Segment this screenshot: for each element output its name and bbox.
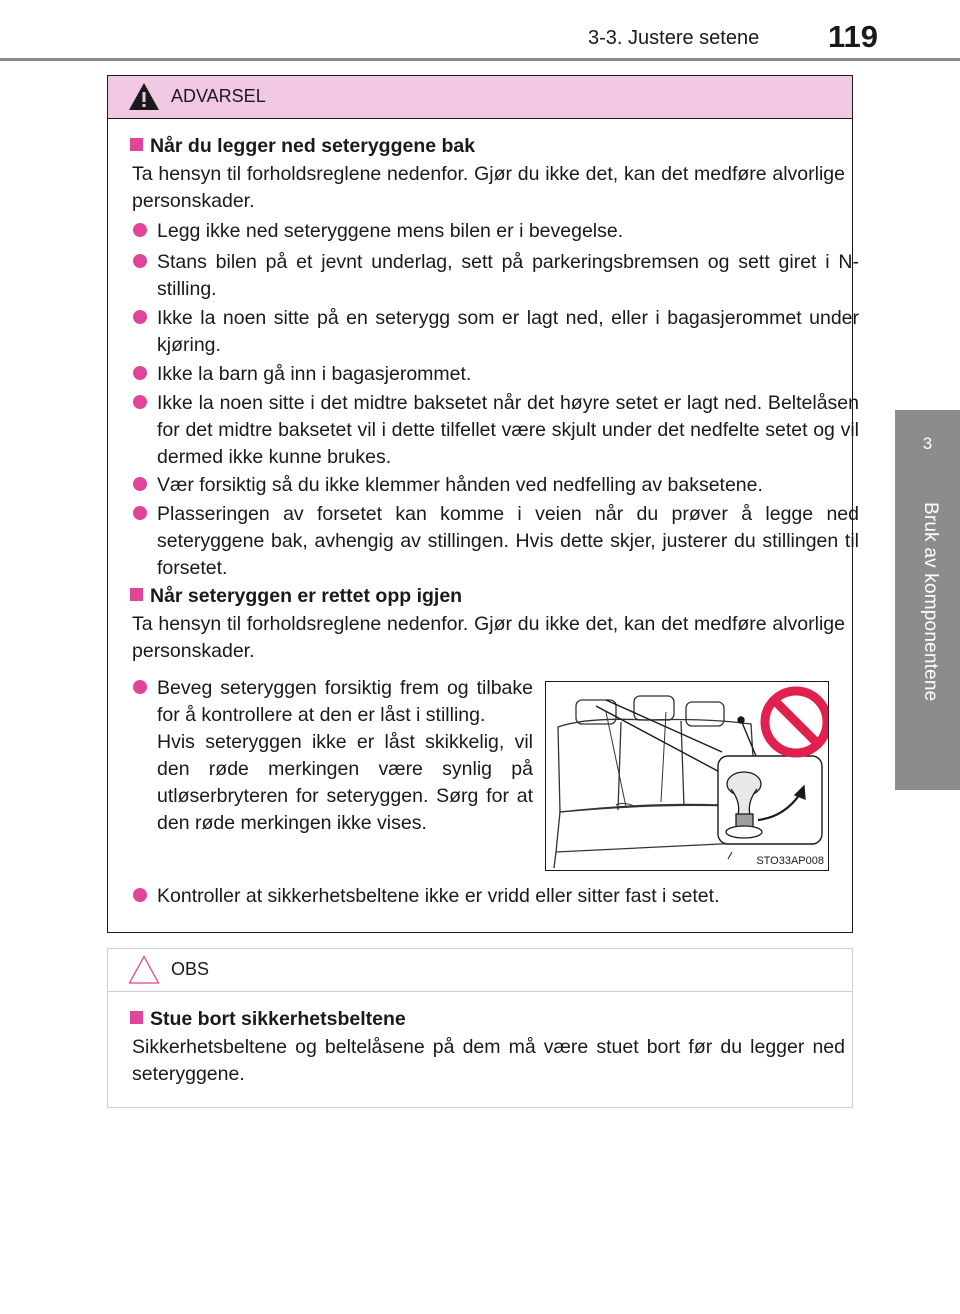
bullet-dot-icon	[133, 477, 147, 491]
warning-bullet: Ikke la noen sitte i det midtre baksetet når det høyre setet er lagt ned. Beltelåsen for det midtre baksetet vil i dette tilfellet være skjult under det nedfelte setet og vil dermed ikke kunne brukes.	[134, 390, 859, 471]
warning-title: ADVARSEL	[171, 86, 266, 106]
chapter-tab	[895, 410, 960, 790]
bullet-dot-icon	[133, 888, 147, 902]
warning-bullet: Kontroller at sikkerhetsbeltene ikke er vridd eller sitter fast i setet.	[134, 883, 859, 910]
bullet-dot-icon	[133, 680, 147, 694]
prohibition-icon	[765, 691, 827, 753]
chapter-number: 3	[922, 434, 933, 453]
notice-text: Sikkerhetsbeltene og beltelåsene på dem må være stuet bort før du legger ned seteryggene.	[132, 1036, 845, 1085]
warning-bullet: Legg ikke ned seteryggene mens bilen er i bevegelse.	[134, 218, 859, 245]
warning-bullet: Ikke la barn gå inn i bagasjerommet.	[134, 361, 859, 388]
chapter-title: Bruk av komponentene	[920, 502, 941, 702]
square-bullet-icon	[130, 138, 143, 151]
notice-subheading: Stue bort sikkerhetsbeltene	[130, 1006, 406, 1033]
square-bullet-icon	[130, 588, 143, 601]
notice-box	[107, 948, 853, 1108]
warning-bullet: Stans bilen på et jevnt underlag, sett på parkeringsbremsen og sett giret i N-stilling.	[134, 249, 859, 303]
bullet-dot-icon	[133, 310, 147, 324]
notice-header	[108, 949, 852, 992]
notice-title: OBS	[171, 959, 210, 979]
square-bullet-icon	[130, 1011, 143, 1024]
bullet-dot-icon	[133, 395, 147, 409]
bullet-dot-icon	[133, 223, 147, 237]
header-rule	[0, 58, 960, 61]
page-number: 119	[828, 19, 879, 54]
warning-subheading-2: Når seteryggen er rettet opp igjen	[130, 583, 462, 610]
warning-intro-1: Ta hensyn til forholdsreglene nedenfor. Gjør du ikke det, kan det medføre alvorlige personskader.	[132, 163, 845, 212]
warning-box	[107, 75, 859, 933]
warning-triangle-icon	[128, 82, 160, 111]
figure-code: STO33AP008	[756, 855, 824, 867]
warning-bullet: Ikke la noen sitte på en seterygg som er lagt ned, eller i bagasjerommet under kjøring.	[134, 305, 859, 359]
rear-seat-illustration	[546, 682, 828, 870]
warning-bullet: Vær forsiktig så du ikke klemmer hånden ved nedfelling av baksetene.	[134, 472, 859, 499]
bullet-dot-icon	[133, 254, 147, 268]
section-title: 3-3. Justere setene	[588, 27, 760, 49]
warning-bullet: Plasseringen av forsetet kan komme i veien når du prøver å legge ned seteryggene bak, avhengig av stillingen. Hvis dette skjer, justerer du stillingen til forsetet.	[134, 501, 859, 582]
bullet-dot-icon	[133, 506, 147, 520]
seatback-figure	[545, 681, 829, 871]
warning-header	[108, 76, 852, 119]
warning-bullet-with-figure: Beveg seteryggen forsiktig frem og tilbake for å kontrollere at den er låst i stilling. Hvis seteryggen ikke er låst skikkelig, vil den røde merkingen være synlig på utløserbryteren for seteryggen. Sørg for at den røde merkingen ikke vises.	[134, 675, 533, 837]
warning-subheading-1: Når du legger ned seteryggene bak	[130, 133, 475, 160]
caution-triangle-icon	[128, 955, 160, 984]
bullet-dot-icon	[133, 366, 147, 380]
warning-intro-2: Ta hensyn til forholdsreglene nedenfor. Gjør du ikke det, kan det medføre alvorlige personskader.	[132, 613, 845, 662]
